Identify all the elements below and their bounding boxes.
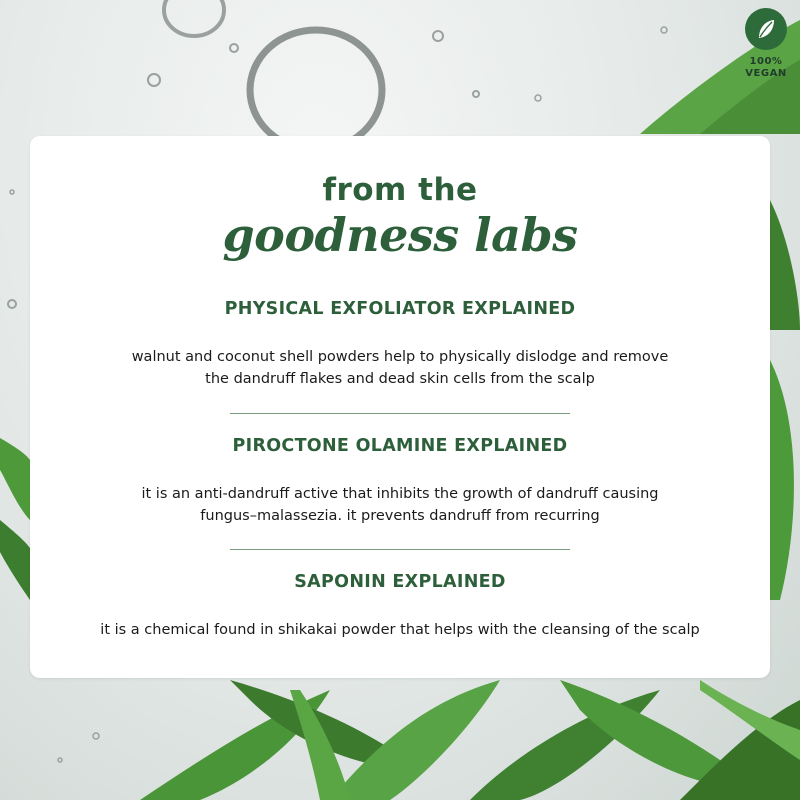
bubble: [164, 0, 224, 36]
section-body-line: the dandruff flakes and dead skin cells from the scalp: [205, 371, 595, 387]
section-body-saponin: [50, 619, 750, 641]
badge-circle: [745, 8, 787, 50]
heading-line2: goodness labs: [222, 208, 578, 262]
bubble: [230, 44, 238, 52]
bubble: [433, 31, 443, 41]
section-divider: [230, 413, 570, 414]
leaf-icon: [753, 16, 779, 42]
section-title-piroctone-olamine: PIROCTONE OLAMINE EXPLAINED: [232, 436, 568, 456]
bubble: [93, 733, 99, 739]
section-body-line: it is an anti-dandruff active that inhibits the growth of dandruff causing: [141, 486, 659, 502]
badge-label: [745, 56, 786, 80]
bubble: [250, 30, 382, 150]
bubble: [8, 300, 16, 308]
bubble: [535, 95, 541, 101]
section-body-line: it is a chemical found in shikakai powder that helps with the cleansing of the scalp: [100, 622, 700, 638]
bubble: [148, 74, 160, 86]
bubble: [661, 27, 667, 33]
section-body-physical-exfoliator: [70, 346, 730, 390]
bubble: [10, 190, 14, 194]
section-body-piroctone-olamine: [70, 483, 730, 527]
leaf: [0, 520, 30, 600]
heading-line1: from the: [322, 172, 478, 208]
leaf: [770, 360, 794, 600]
section-title-saponin: SAPONIN EXPLAINED: [294, 572, 506, 592]
section-body-line: walnut and coconut shell powders help to physically dislodge and remove: [131, 349, 669, 365]
vegan-badge: [740, 8, 792, 88]
leaf: [770, 200, 800, 330]
badge-label-line1: 100%: [749, 56, 783, 67]
bubble: [473, 91, 479, 97]
section-divider: [230, 549, 570, 550]
leaf: [0, 438, 30, 520]
badge-label-line2: VEGAN: [745, 68, 787, 79]
section-body-line: fungus–malassezia. it prevents dandruff from recurring: [200, 508, 600, 524]
bubble: [58, 758, 62, 762]
section-title-physical-exfoliator: PHYSICAL EXFOLIATOR EXPLAINED: [224, 299, 576, 319]
content-card: [30, 136, 770, 678]
